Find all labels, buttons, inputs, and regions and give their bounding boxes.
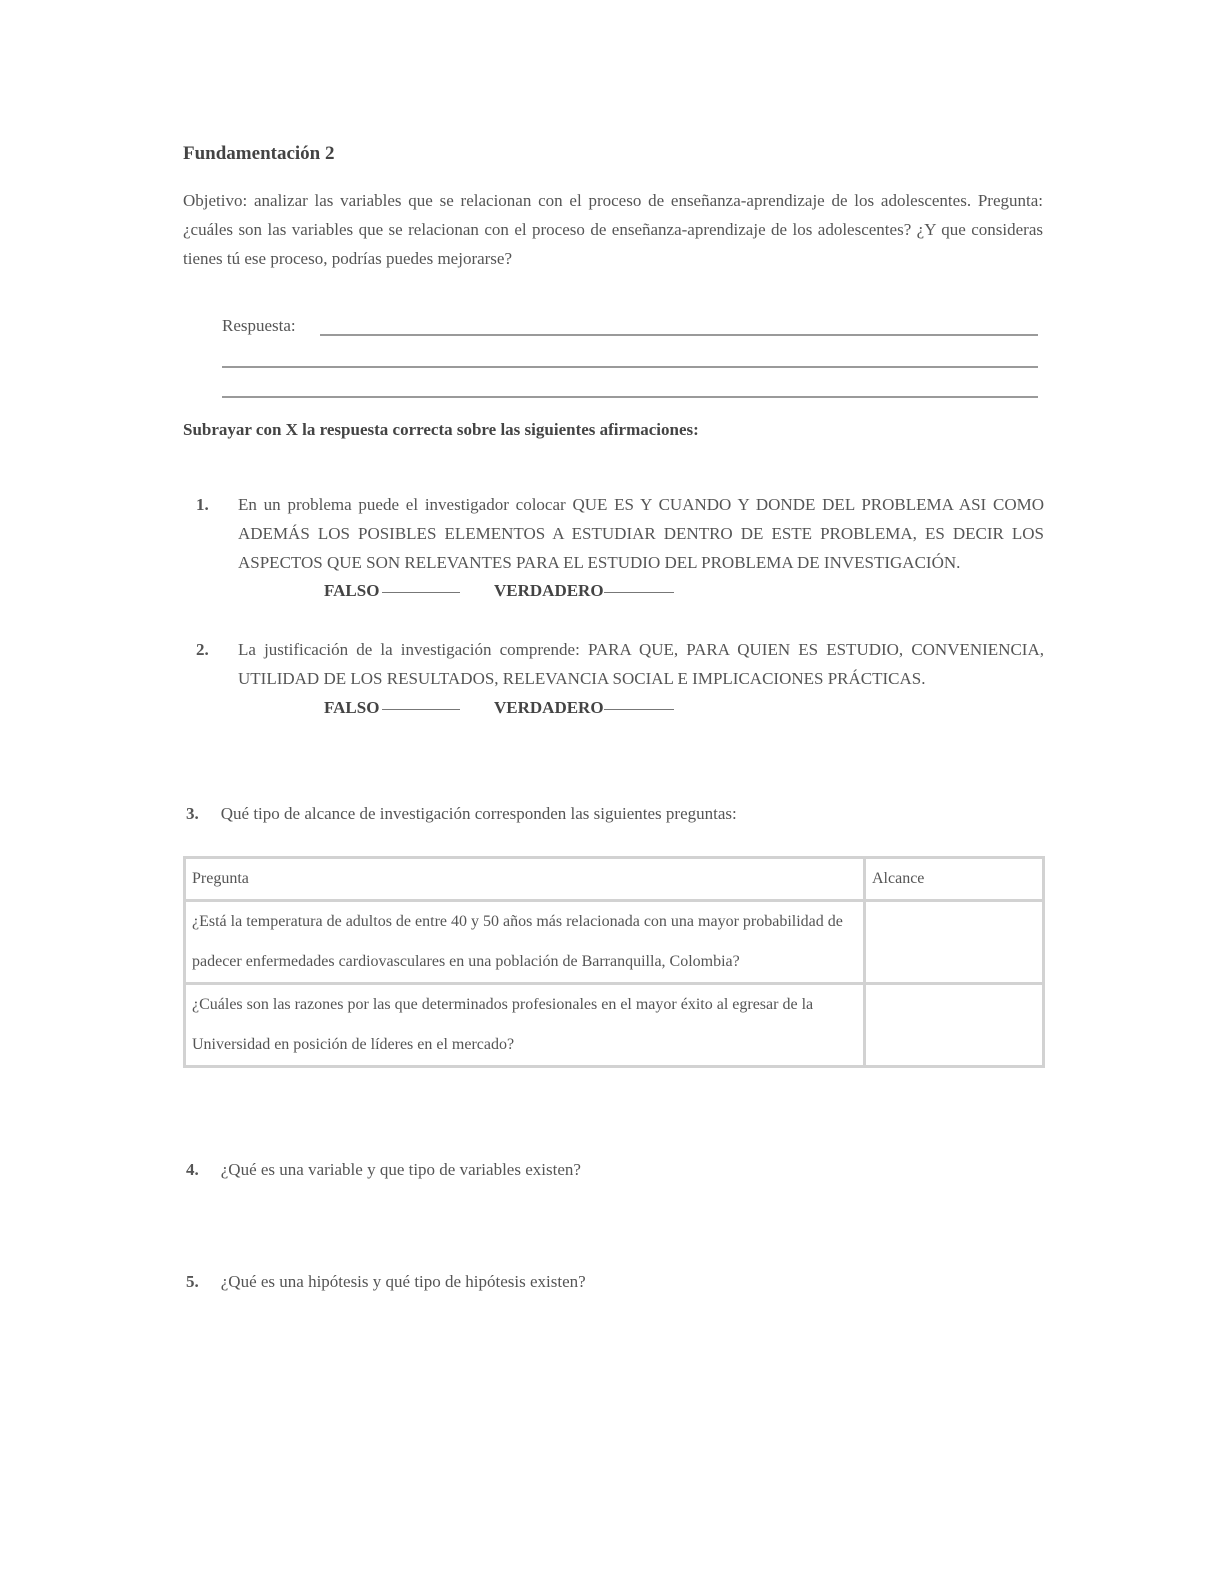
objective-paragraph: Objetivo: analizar las variables que se relacionan con el proceso de enseñanza-aprendizaje de los adolescentes. Pregunta: ¿cuáles son las variables que se relacionan con el proceso de enseñanza-aprendizaje de los adolescentes? ¿Y que consideras tienes tú ese proceso, podrías puedes mejorarse? (183, 191, 1043, 268)
question-5 (186, 1272, 586, 1292)
true-false-options (324, 693, 674, 722)
option-true[interactable]: VERDADERO (494, 581, 604, 600)
response-line[interactable] (222, 366, 1038, 368)
answer-blank[interactable] (382, 592, 460, 593)
question-number: 3. (186, 804, 199, 823)
item-number: 2. (196, 640, 209, 659)
table-row (185, 984, 1044, 1067)
statement-text: En un problema puede el investigador colocar QUE ES Y CUANDO Y DONDE DEL PROBLEMA ASI COMO ADEMÁS LOS POSIBLES ELEMENTOS A ESTUDIAR DENTRO DE ESTE PROBLEMA, ES DECIR LOS ASPECTOS QUE SON RELEVANTES PARA EL ESTUDIO DEL PROBLEMA DE INVESTIGACIÓN. (238, 495, 1044, 572)
instruction-text: Subrayar con X la respuesta correcta sobre las siguientes afirmaciones: (183, 420, 699, 439)
section-heading: Fundamentación 2 (183, 143, 335, 164)
option-true[interactable]: VERDADERO (494, 698, 604, 717)
question-text: ¿Qué es una hipótesis y qué tipo de hipótesis existen? (220, 1272, 586, 1291)
option-false[interactable]: FALSO (324, 698, 380, 717)
question-4 (186, 1160, 581, 1180)
answer-blank[interactable] (604, 592, 674, 593)
cell-pregunta: ¿Está la temperatura de adultos de entre 40 y 50 años más relacionada con una mayor probabilidad de padecer enfermedades cardiovasculares en una población de Barranquilla, Colombia? (185, 901, 865, 984)
table-row (185, 901, 1044, 984)
statement-item (196, 635, 1046, 725)
question-text: ¿Qué es una variable y que tipo de variables existen? (220, 1160, 581, 1179)
scope-table (183, 856, 1045, 1068)
cell-pregunta: ¿Cuáles son las razones por las que determinados profesionales en el mayor éxito al egresar de la Universidad en posición de líderes en el mercado? (185, 984, 865, 1067)
header-alcance: Alcance (865, 858, 1044, 901)
answer-blank[interactable] (604, 709, 674, 710)
cell-alcance[interactable] (865, 984, 1044, 1067)
true-false-options (324, 576, 674, 605)
statement-text: La justificación de la investigación comprende: PARA QUE, PARA QUIEN ES ESTUDIO, CONVENIENCIA, UTILIDAD DE LOS RESULTADOS, RELEVANCIA SOCIAL E IMPLICACIONES PRÁCTICAS. (238, 640, 1044, 688)
cell-alcance[interactable] (865, 901, 1044, 984)
option-false[interactable]: FALSO (324, 581, 380, 600)
question-text: Qué tipo de alcance de investigación corresponden las siguientes preguntas: (220, 804, 737, 823)
question-number: 4. (186, 1160, 199, 1179)
response-label: Respuesta: (222, 316, 296, 335)
question-3 (186, 804, 737, 824)
response-line[interactable] (222, 396, 1038, 398)
header-pregunta: Pregunta (185, 858, 865, 901)
response-line[interactable] (320, 334, 1038, 336)
table-header-row (185, 858, 1044, 901)
item-number: 1. (196, 495, 209, 514)
question-number: 5. (186, 1272, 199, 1291)
answer-blank[interactable] (382, 709, 460, 710)
statement-item (196, 490, 1046, 610)
